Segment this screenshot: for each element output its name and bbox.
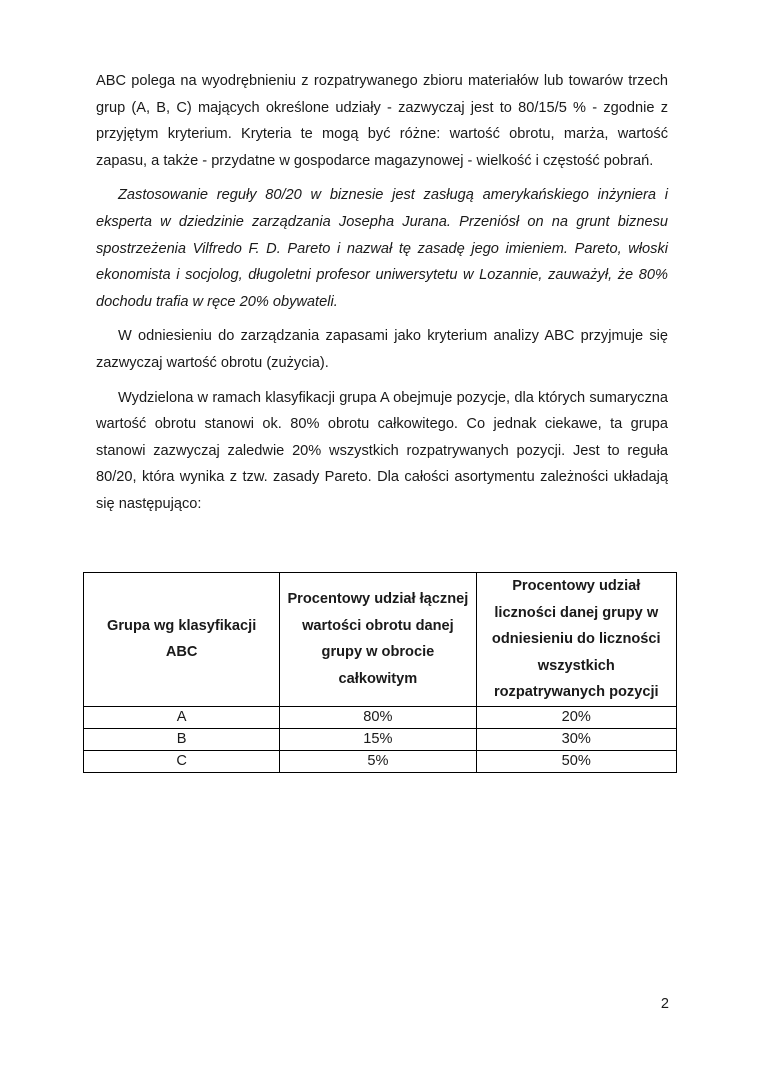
page-number: 2 xyxy=(660,996,669,1012)
table-header-row xyxy=(84,573,677,707)
cell-count-share: 20% xyxy=(476,706,676,728)
cell-count-share: 30% xyxy=(476,728,676,750)
table-row xyxy=(84,750,677,772)
cell-group: B xyxy=(84,728,280,750)
document-body xyxy=(96,68,668,526)
header-count-share: Procentowy udział liczności danej grupy w odniesieniu do liczności wszystkich rozpatrywanych pozycji xyxy=(476,573,676,707)
cell-group: C xyxy=(84,750,280,772)
abc-classification-table xyxy=(83,572,677,773)
cell-group: A xyxy=(84,706,280,728)
cell-value-share: 80% xyxy=(280,706,476,728)
table-row xyxy=(84,706,677,728)
table-row xyxy=(84,728,677,750)
paragraph-abc-definition: ABC polega na wyodrębnieniu z rozpatrywanego zbioru materiałów lub towarów trzech grup (A, B, C) mających określone udziały - zazwyczaj jest to 80/15/5 % - zgodnie z przyjętym kryterium. Kryteria te mogą być różne: wartość obrotu, marża, wartość zapasu, a także - przydatne w gospodarce magazynowej - wielkość i częstość pobrań. xyxy=(96,73,668,169)
paragraph-juran-pareto: Zastosowanie reguły 80/20 w biznesie jest zasługą amerykańskiego inżyniera i eksperta w dziedzinie zarządzania Josepha Jurana. Przeniósł on na grunt biznesu spostrzeżenia Vilfredo F. D. Pareto i nazwał tę zasadę jego imieniem. Pareto, włoski ekonomista i socjolog, długoletni profesor uniwersytetu w Lozannie, zauważył, że 80% dochodu trafia w ręce 20% obywateli. xyxy=(96,187,668,310)
header-value-share: Procentowy udział łącznej wartości obrotu danej grupy w obrocie całkowitym xyxy=(280,573,476,707)
paragraph-group-a: Wydzielona w ramach klasyfikacji grupa A obejmuje pozycje, dla których sumaryczna wartość obrotu stanowi ok. 80% obrotu całkowitego. Co jednak ciekawe, ta grupa stanowi zazwyczaj zaledwie 20% wszystkich rozpatrywanych pozycji. Jest to reguła 80/20, która wynika z tzw. zasady Pareto. Dla całości asortymentu zależności układają się następująco: xyxy=(96,389,668,512)
header-group: Grupa wg klasyfikacji ABC xyxy=(84,573,280,707)
cell-value-share: 15% xyxy=(280,728,476,750)
cell-value-share: 5% xyxy=(280,750,476,772)
paragraph-inventory-criterion: W odniesieniu do zarządzania zapasami jako kryterium analizy ABC przyjmuje się zazwyczaj wartość obrotu (zużycia). xyxy=(96,328,668,371)
cell-count-share: 50% xyxy=(476,750,676,772)
